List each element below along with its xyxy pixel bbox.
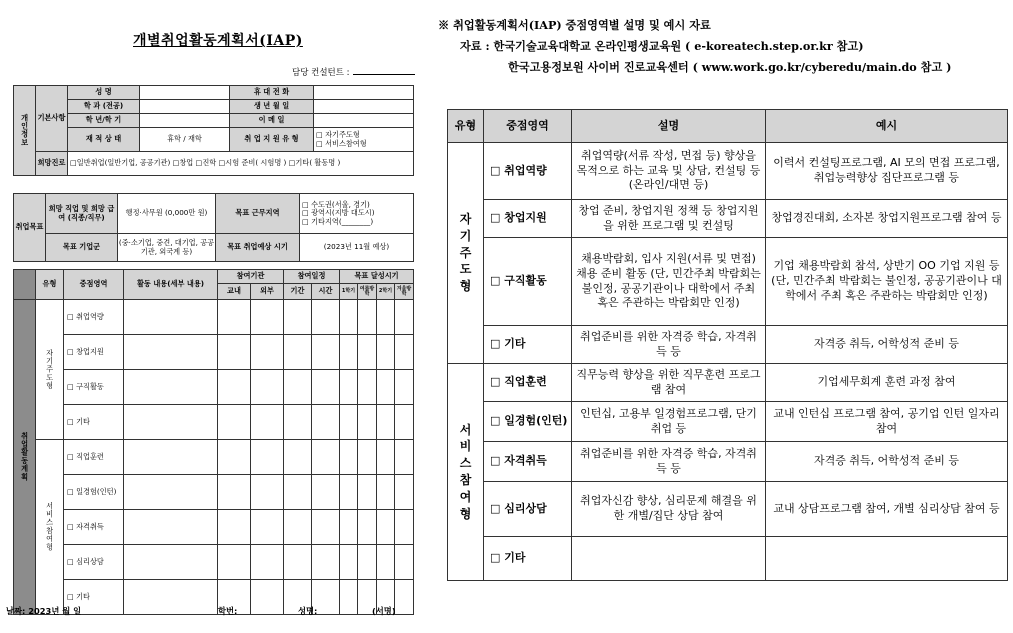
plan-cell[interactable] [218,405,251,440]
name-field[interactable] [140,86,230,100]
plan-header-type: 유형 [36,270,64,300]
plan-group-label: 자기주도형 [36,300,64,440]
email-label: 이 메 일 [230,114,314,128]
plan-cell[interactable] [340,335,358,370]
plan-cell[interactable] [395,300,414,335]
right-group-text: 자기주도형 [459,212,472,294]
consultant-blank[interactable] [353,74,415,75]
plan-cell[interactable] [284,440,312,475]
plan-cell[interactable] [377,370,395,405]
goal-table [13,193,414,262]
plan-cell[interactable] [124,440,218,475]
basic-label: 기본사항 [36,86,68,152]
right-description: 창업 준비, 창업지원 정책 등 창업지원을 위한 프로그램 및 컨설팅 [572,200,766,238]
plan-header-area: 중점영역 [64,270,124,300]
plan-cell[interactable] [284,405,312,440]
plan-cell[interactable] [312,475,340,510]
consultant-label: 담당 컨설턴트 : [292,68,350,78]
plan-cell[interactable] [377,510,395,545]
plan-table [13,269,414,615]
right-description: 직무능력 향상을 위한 직무훈련 프로그램 참여 [572,364,766,402]
right-area-item[interactable]: □ 취업역량 [484,143,572,200]
major-label: 학 과 (전공) [68,100,140,114]
support-option-self[interactable]: □ 자기주도형 [316,130,360,140]
right-area-item[interactable]: □ 기타 [484,537,572,581]
job-value[interactable]: 행정·사무원 (0,000만 원) [118,194,216,234]
birth-field[interactable] [314,100,414,114]
plan-area-item[interactable]: □ 기타 [64,405,124,440]
phone-label: 휴 대 전 화 [230,86,314,100]
plan-cell[interactable] [218,475,251,510]
plan-cell[interactable] [251,440,284,475]
hope-label: 희망진로 [36,152,68,176]
plan-cell[interactable] [358,370,377,405]
right-description: 취업준비를 위한 자격증 학습, 자격취득 등 [572,326,766,364]
job-label: 희망 직업 및 희망 급여 (직종/직무) [46,194,118,234]
major-field[interactable] [140,100,230,114]
plan-cell[interactable] [312,545,340,580]
plan-header-summer: 여름방학 [358,284,377,300]
plan-cell[interactable] [218,440,251,475]
sign-date[interactable]: 날짜: 2023년 월 일 [6,606,82,616]
status-value[interactable]: 휴학 / 재학 [140,128,230,152]
plan-cell[interactable] [312,335,340,370]
region-label: 목표 근무지역 [216,194,300,234]
plan-header-achieve: 목표 달성시기 [340,270,414,284]
goal-section-label: 취업목표 [14,194,46,262]
right-description: 채용박람회, 입사 지원(서류 및 면접) 채용 준비 활동 (단, 민간주최 박람회는 불인정, 공공기관이나 대학에서 주최 혹은 주관하는 박람회만 인정) [572,238,766,326]
plan-cell[interactable] [124,300,218,335]
plan-cell[interactable] [340,370,358,405]
plan-header-schedule: 참여일정 [284,270,340,284]
plan-area-item[interactable]: □ 구직활동 [64,370,124,405]
region-option-metro[interactable]: □ 광역시(지방 대도시) [302,208,375,218]
sign-signature[interactable]: (서명) [372,606,396,616]
plan-cell[interactable] [124,510,218,545]
right-example: 기업 채용박람회 참석, 상반기 OO 기업 지원 등 (단, 민간주최 박람회는 불인정, 공공기관이나 대학에서 주최 혹은 주관하는 박람회만 인정) [766,238,1008,326]
plan-cell[interactable] [377,475,395,510]
right-area-item[interactable]: □ 직업훈련 [484,364,572,402]
plan-cell[interactable] [218,335,251,370]
plan-header-sem2: 2학기 [377,284,395,300]
grade-label: 학 년/학 기 [68,114,140,128]
plan-cell[interactable] [218,545,251,580]
right-heading: ※ 취업활동계획서(IAP) 중점영역별 설명 및 예시 자료 [438,18,711,32]
plan-cell[interactable] [251,370,284,405]
right-heading-block [438,15,951,78]
plan-area-item[interactable]: □ 자격취득 [64,510,124,545]
right-group-label [448,364,484,581]
plan-cell[interactable] [395,370,414,405]
right-description: 인턴십, 고용부 일경험프로그램, 단기 취업 등 [572,402,766,442]
plan-cell[interactable] [124,580,218,615]
right-example: 자격증 취득, 어학성적 준비 등 [766,442,1008,482]
plan-cell[interactable] [124,335,218,370]
name-label: 성 명 [68,86,140,100]
source-line-1: 자료 : 한국기술교육대학교 온라인평생교육원 ( e-koreatech.step.or.kr 참고) [460,39,864,53]
plan-header-org-in: 교내 [218,284,251,300]
plan-cell[interactable] [340,475,358,510]
plan-cell[interactable] [312,440,340,475]
source-line-2: 한국고용정보원 사이버 진로교육센터 ( www.work.go.kr/cyberedu/main.do 참고 ) [508,60,952,74]
plan-group-label: 서비스참여형 [36,440,64,615]
personal-section-label: 개인정보 [14,86,36,176]
plan-header-time: 시간 [312,284,340,300]
plan-cell[interactable] [340,510,358,545]
plan-cell[interactable] [312,370,340,405]
right-header-example: 예시 [766,110,1008,143]
email-field[interactable] [314,114,414,128]
plan-cell[interactable] [340,580,358,615]
personal-info-table [13,85,414,176]
plan-area-item[interactable]: □ 심리상담 [64,545,124,580]
status-label: 재 적 상 태 [68,128,140,152]
plan-cell[interactable] [395,545,414,580]
plan-cell[interactable] [340,545,358,580]
right-header-type: 유형 [448,110,484,143]
right-example: 창업경진대회, 소자본 창업지원프로그램 참여 등 [766,200,1008,238]
right-area-item[interactable]: □ 일경험(인턴) [484,402,572,442]
right-area-item[interactable]: □ 구직활동 [484,238,572,326]
plan-cell[interactable] [251,545,284,580]
plan-cell[interactable] [124,405,218,440]
plan-cell[interactable] [395,335,414,370]
region-option-capital[interactable]: □ 수도권(서울, 경기) [302,200,370,210]
plan-cell[interactable] [284,370,312,405]
plan-cell[interactable] [358,440,377,475]
plan-cell[interactable] [251,475,284,510]
plan-cell[interactable] [377,405,395,440]
plan-cell[interactable] [395,580,414,615]
right-description [572,537,766,581]
plan-area-item[interactable]: □ 기타 [64,580,124,615]
plan-cell[interactable] [312,300,340,335]
right-example: 자격증 취득, 어학성적 준비 등 [766,326,1008,364]
plan-cell[interactable] [251,335,284,370]
region-option-other[interactable]: □ 기타지역(________) [302,216,374,226]
grade-field[interactable] [140,114,230,128]
plan-cell[interactable] [312,510,340,545]
plan-cell[interactable] [395,510,414,545]
form-title: 개별취업활동계획서(IAP) [133,33,303,49]
plan-cell[interactable] [358,300,377,335]
schedule-label: 목표 취업예상 시기 [216,234,300,262]
support-option-service[interactable]: □ 서비스참여형 [316,138,367,148]
plan-header-spacer [14,270,36,300]
plan-cell[interactable] [358,545,377,580]
plan-area-item[interactable]: □ 일경험(인턴) [64,475,124,510]
schedule-value[interactable]: (2023년 11월 예상) [300,234,414,262]
plan-cell[interactable] [312,405,340,440]
right-group-label [448,143,484,364]
right-example: 교내 상담프로그램 참여, 개별 심리상담 참여 등 [766,482,1008,537]
plan-header-winter: 겨울방학 [395,284,414,300]
right-example: 기업세무회계 훈련 과정 참여 [766,364,1008,402]
right-group-text: 서비스참여형 [459,422,472,521]
hope-options[interactable]: □일반취업(일반기업, 공공기관) □창업 □진학 □시험 준비( 시험명 ) □기타( 활동명 ) [68,152,414,176]
plan-cell[interactable] [395,475,414,510]
plan-cell[interactable] [124,475,218,510]
plan-cell[interactable] [377,335,395,370]
plan-cell[interactable] [395,405,414,440]
plan-cell[interactable] [377,300,395,335]
company-label: 목표 기업군 [46,234,118,262]
plan-cell[interactable] [358,475,377,510]
birth-label: 생 년 월 일 [230,100,314,114]
right-area-item[interactable]: □ 자격취득 [484,442,572,482]
support-type-label: 취 업 지 원 유 형 [230,128,314,152]
plan-cell[interactable] [284,475,312,510]
plan-cell[interactable] [358,335,377,370]
plan-cell[interactable] [340,300,358,335]
plan-cell[interactable] [124,545,218,580]
plan-cell[interactable] [377,440,395,475]
company-value[interactable]: (중·소기업, 중견, 대기업, 공공기관, 외국계 등) [118,234,216,262]
right-area-item[interactable]: □ 창업지원 [484,200,572,238]
plan-cell[interactable] [251,405,284,440]
right-description: 취업자신감 향상, 심리문제 해결을 위한 개별/집단 상담 참여 [572,482,766,537]
plan-cell[interactable] [284,335,312,370]
right-description: 취업준비를 위한 자격증 학습, 자격취득 등 [572,442,766,482]
plan-header-sem1: 1학기 [340,284,358,300]
right-example [766,537,1008,581]
plan-cell[interactable] [251,300,284,335]
plan-cell[interactable] [251,510,284,545]
plan-header-period: 기간 [284,284,312,300]
plan-cell[interactable] [340,440,358,475]
phone-field[interactable] [314,86,414,100]
plan-area-item[interactable]: □ 취업역량 [64,300,124,335]
plan-cell[interactable] [358,510,377,545]
right-header-desc: 설명 [572,110,766,143]
sign-student-id[interactable]: 학번: [218,606,238,616]
sign-name[interactable]: 성명: [298,606,318,616]
plan-cell[interactable] [284,510,312,545]
right-area-item[interactable]: □ 심리상담 [484,482,572,537]
plan-cell[interactable] [377,545,395,580]
right-area-item[interactable]: □ 기타 [484,326,572,364]
plan-header-org-out: 외부 [251,284,284,300]
plan-cell[interactable] [340,405,358,440]
plan-cell[interactable] [395,440,414,475]
plan-header-org: 참여기관 [218,270,284,284]
right-header-area: 중점영역 [484,110,572,143]
plan-cell[interactable] [358,405,377,440]
right-description: 취업역량(서류 작성, 면접 등) 향상을 목적으로 하는 교육 및 상담, 컨설팅 등(온라인/대면 등) [572,143,766,200]
plan-cell[interactable] [218,370,251,405]
focus-area-table [447,109,1008,581]
plan-cell[interactable] [218,300,251,335]
consultant-field [292,66,415,78]
plan-area-item[interactable]: □ 직업훈련 [64,440,124,475]
plan-cell[interactable] [251,580,284,615]
plan-cell[interactable] [284,545,312,580]
right-example: 교내 인턴십 프로그램 참여, 공기업 인턴 일자리 참여 [766,402,1008,442]
plan-header-content: 활동 내용(세부 내용) [124,270,218,300]
right-example: 이력서 컨설팅프로그램, AI 모의 면접 프로그램, 취업능력향상 집단프로그램 등 [766,143,1008,200]
plan-cell[interactable] [218,510,251,545]
plan-section-label: 취업활동계획 [14,300,36,615]
plan-cell[interactable] [284,300,312,335]
plan-cell[interactable] [124,370,218,405]
plan-area-item[interactable]: □ 창업지원 [64,335,124,370]
